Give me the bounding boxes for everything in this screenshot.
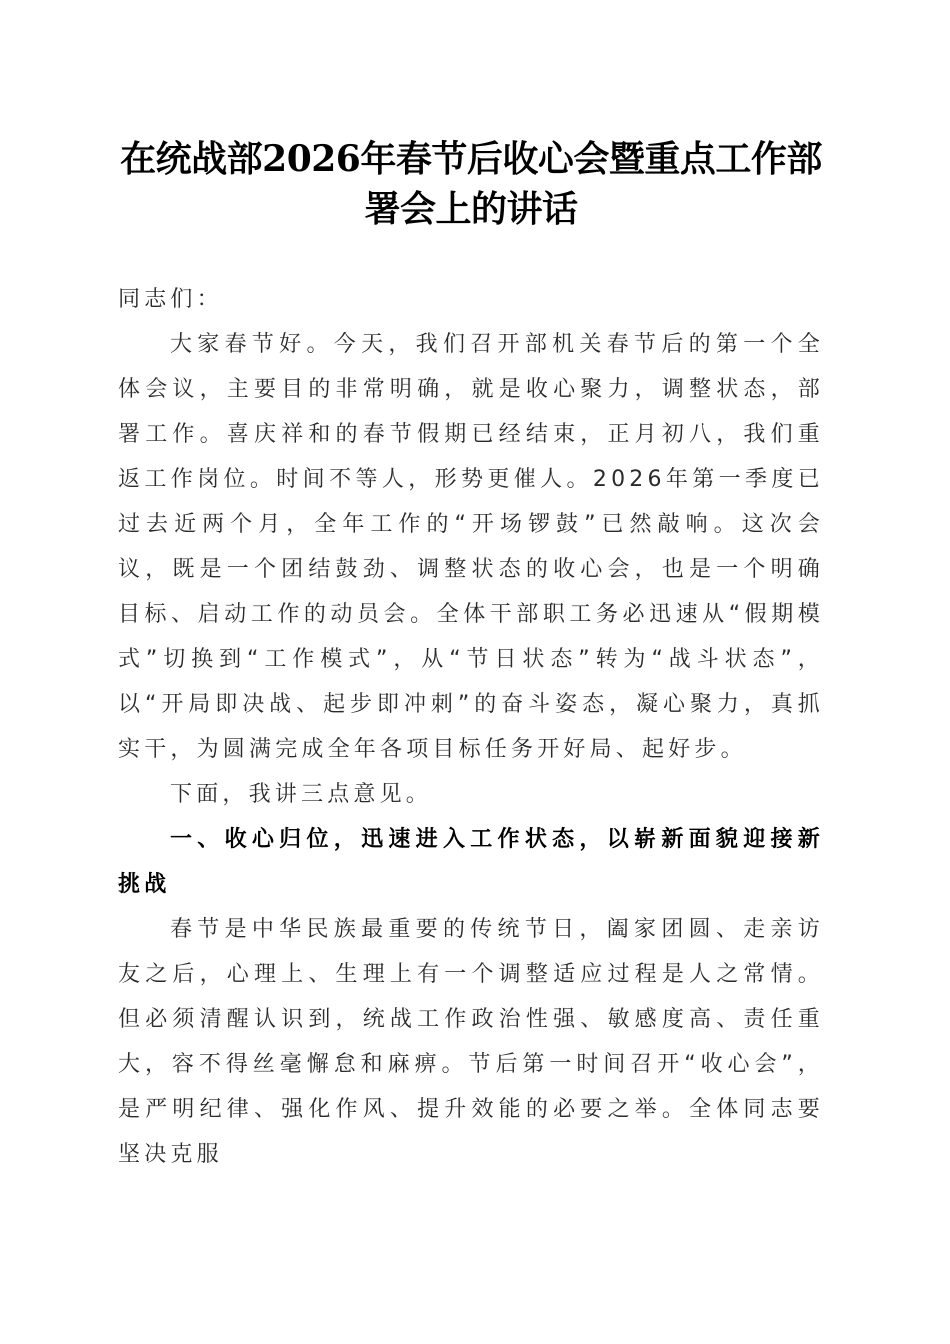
transition-paragraph: 下面，我讲三点意见。	[170, 782, 433, 807]
salutation: 同志们：	[118, 287, 223, 312]
opening-paragraph: 大家春节好。今天，我们召开部机关春节后的第一个全体会议，主要目的非常明确，就是收心聚力，调整状态，部署工作。喜庆祥和的春节假期已经结束，正月初八，我们重返工作岗位。时间不等人，形势更催人。2026年第一季度已过去近两个月，全年工作的“开场锣鼓”已然敲响。这次会议，既是一个团结鼓劲、调整状态的收心会，也是一个明确目标、启动工作的动员会。全体干部职工务必迅速从“假期模式”切换到“工作模式”，从“节日状态”转为“战斗状态”，以“开局即决战、起步即冲刺”的奋斗姿态，凝心聚力，真抓实干，为圆满完成全年各项目标任务开好局、起好步。	[118, 332, 824, 762]
document-body	[118, 277, 824, 1177]
section-paragraph-1: 春节是中华民族最重要的传统节日，阖家团圆、走亲访友之后，心理上、生理上有一个调整适应过程是人之常情。但必须清醒认识到，统战工作政治性强、敏感度高、责任重大，容不得丝毫懈怠和麻痹。节后第一时间召开“收心会”，是严明纪律、强化作风、提升效能的必要之举。全体同志要坚决克服	[118, 917, 824, 1167]
section-heading-1: 一、收心归位，迅速进入工作状态，以崭新面貌迎接新挑战	[118, 827, 824, 897]
document-title: 在统战部2026年春节后收心会暨重点工作部署会上的讲话	[120, 138, 822, 230]
